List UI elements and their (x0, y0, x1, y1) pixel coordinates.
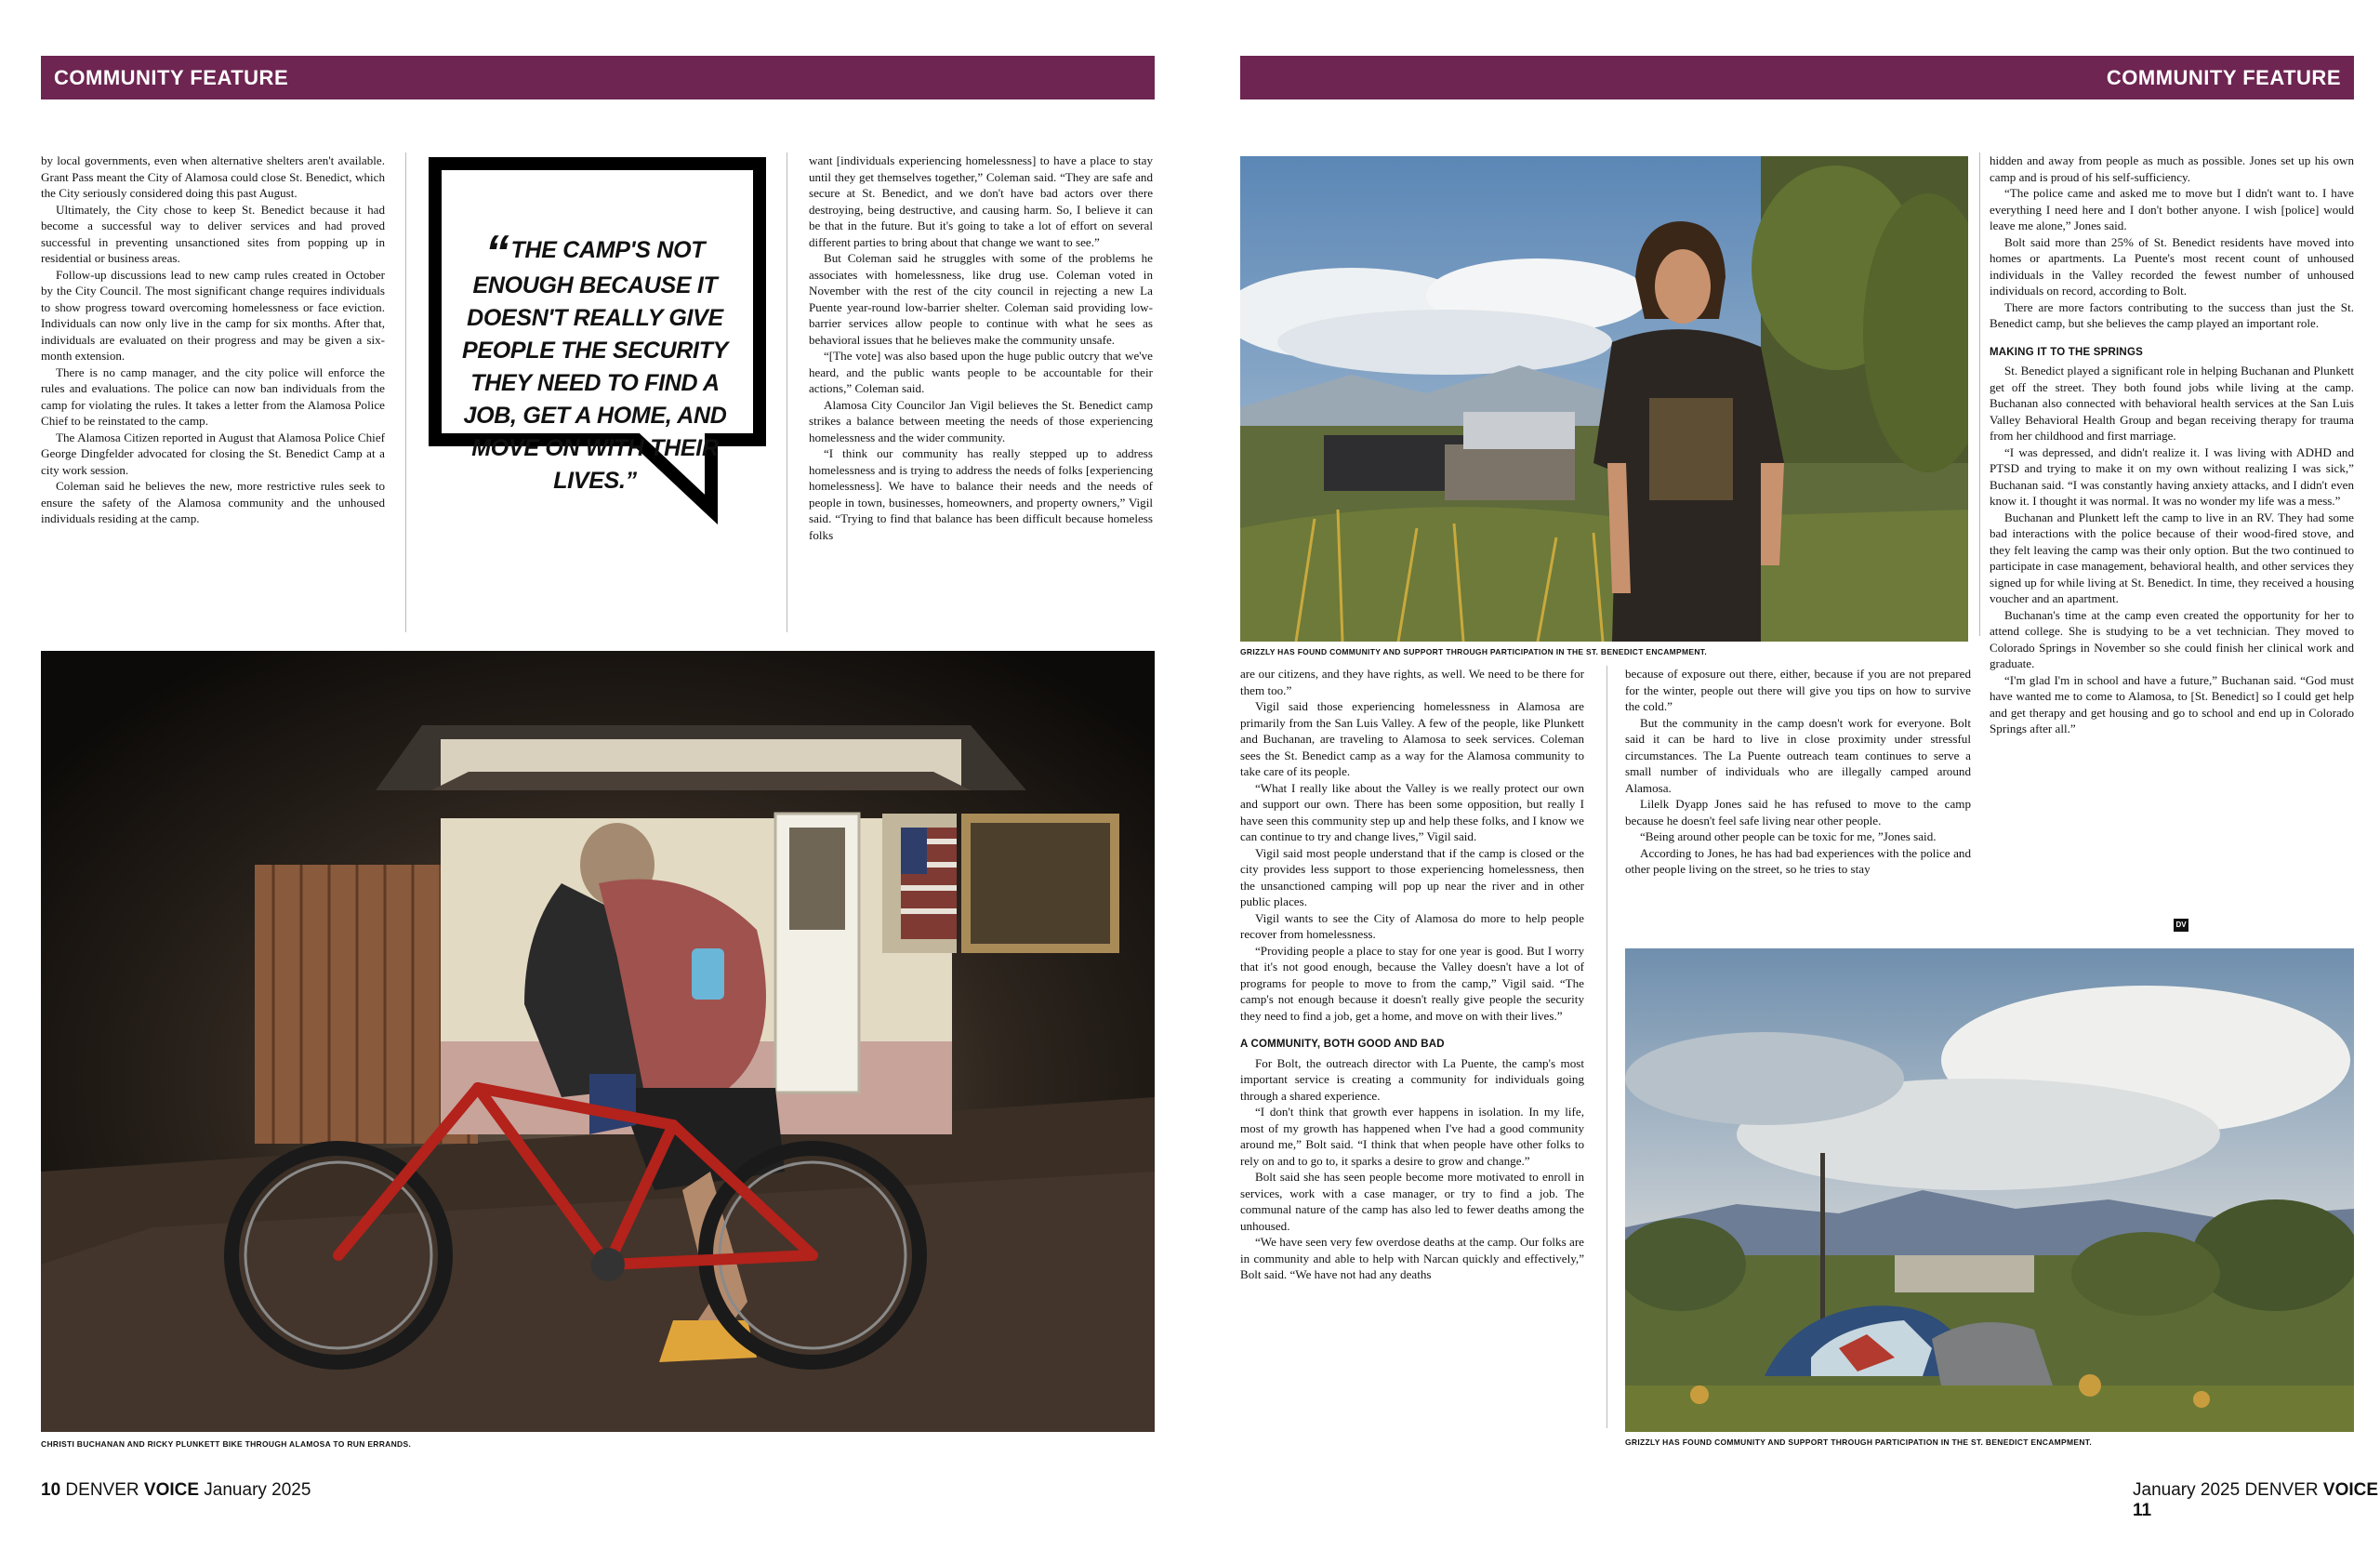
subheading: A COMMUNITY, BOTH GOOD AND BAD (1240, 1039, 1445, 1050)
paragraph: “The police came and asked me to move but I didn't want to. I have everything I need here and I don't bother anyone. I wish [police] would leave me alone,” Jones said. (1990, 186, 2354, 232)
bike-photo (41, 651, 1155, 1432)
paragraph: Ultimately, the City chose to keep St. Benedict because it had become a successful way to deliver services and had proved successful in preventing unsanctioned sites from popping up in residential or business areas. (41, 202, 385, 265)
paragraph: “I'm glad I'm in school and have a future,” Buchanan said. “God must have wanted me to come to Alamosa, to [St. Benedict] so I could get help and get therapy and get housing and go to school and end up in Colorado Springs after all.” (1990, 672, 2354, 735)
page-number: 11 (2133, 1501, 2152, 1520)
paragraph: But Coleman said he struggles with some of the problems he associates with homelessness, like drug use. Coleman voted in November with the rest of the city council in rejecting a new La Puente year-round low-barrier shelter. Coleman said providing low-barrier services allow people to continue with what he sees as behavioral issues that he believes make the community unsafe. (809, 251, 1153, 347)
folio-brand: DENVER (65, 1480, 139, 1500)
paragraph: because of exposure out there, either, because if you are not prepared for the winter, people out there will give you tips on how to survive the cold.” (1625, 667, 1971, 713)
photo-caption: CHRISTI BUCHANAN AND RICKY PLUNKETT BIKE THROUGH ALAMOSA TO RUN ERRANDS. (41, 1439, 412, 1449)
paragraph: But the community in the camp doesn't work for everyone. Bolt said it can be hard to live in close proximity under stressful circumstances. The La Puente outreach team continues to serve a small number of individuals who are illegally camped around Alamosa. (1625, 715, 1971, 795)
folio-brand: DENVER (2244, 1480, 2319, 1500)
paragraph: Buchanan's time at the camp even created the opportunity for her to attend college. She is studying to be a vet technician. They moved to Colorado Springs in November so she could finish her clinical work and graduate. (1990, 607, 2354, 670)
article-column-b (1625, 666, 1971, 878)
page-number: 10 (41, 1480, 61, 1500)
column-divider (1606, 666, 1607, 1428)
article-column-3 (809, 152, 1153, 543)
paragraph: Alamosa City Councilor Jan Vigil believes the St. Benedict camp strikes a balance between meeting the needs of those experiencing homelessness and the wider community. (809, 397, 1153, 444)
pull-quote (456, 226, 734, 497)
folio-right (2133, 1480, 2380, 1521)
pull-quote-mark: “ (484, 226, 509, 280)
folio-left (41, 1480, 311, 1501)
encampment-photo (1625, 948, 2354, 1432)
column-divider (1979, 152, 1980, 636)
paragraph: For Bolt, the outreach director with La Puente, the camp's most important service is creating a community for individuals going through a shared experience. (1240, 1055, 1584, 1103)
section-header-right (1240, 56, 2354, 99)
paragraph: The Alamosa Citizen reported in August that Alamosa Police Chief George Dingfelder advocated for closing the St. Benedict Camp at a city work session. (41, 430, 385, 477)
section-label: COMMUNITY FEATURE (54, 66, 289, 89)
paragraph: There are more factors contributing to the success than just the St. Benedict camp, but she believes the camp played an important role. (1990, 299, 2354, 330)
paragraph: Lilelk Dyapp Jones said he has refused to move to the camp because he doesn't feel safe living near other people. (1625, 797, 1971, 828)
paragraph: “We have seen very few overdose deaths at the camp. Our folks are in community and able to help with Narcan quickly and effectively,” Bolt said. “We have not had any deaths (1240, 1235, 1584, 1281)
end-mark-icon: DV (2174, 919, 2188, 932)
folio-date: January 2025 (2133, 1480, 2241, 1500)
folio-brand-bold: VOICE (143, 1480, 200, 1500)
column-divider (405, 152, 406, 632)
paragraph: Follow-up discussions lead to new camp rules created in October by the City Council. The most significant change requires individuals to show progress toward overcoming homelessness or face eviction. Individuals can now only live in the camp for six months. After that, individuals are evaluated on their progress and may be given a six-month extension. (41, 267, 385, 363)
paragraph: Vigil said most people understand that if the camp is closed or the city provides less support to those experiencing homelessness, then the unsanctioned camping will pop up near the river and in other public places. (1240, 845, 1584, 908)
section-label: COMMUNITY FEATURE (2106, 66, 2341, 89)
paragraph: by local governments, even when alternative shelters aren't available. Grant Pass meant the City of Alamosa could close St. Benedict, which the City seriously considered doing this past August. (41, 153, 385, 200)
paragraph: “I was depressed, and didn't realize it. I was living with ADHD and PTSD and trying to make it on my own without realizing I was sick,” Buchanan said. “I was constantly having anxiety attacks, and I didn't even know it. I thought it was normal. It was no wonder my life was a mess.” (1990, 444, 2354, 508)
paragraph: are our citizens, and they have rights, as well. We need to be there for them too.” (1240, 667, 1584, 697)
grizzly-photo (1240, 156, 1968, 642)
paragraph: hidden and away from people as much as possible. Jones set up his own camp and is proud of his self-sufficiency. (1990, 153, 2354, 184)
pull-quote-text: THE CAMP'S NOT ENOUGH BECAUSE IT DOESN'T REALLY GIVE PEOPLE THE SECURITY THEY NEED TO FIND A JOB, GET A HOME, AND MOVE ON WITH THEIR LIVES.” (461, 237, 728, 494)
paragraph: Coleman said he believes the new, more restrictive rules seek to ensure the safety of the Alamosa community and the unhoused individuals residing at the camp. (41, 479, 385, 525)
paragraph: “Providing people a place to stay for one year is good. But I worry that it's not good enough, because the Valley doesn't have a lot of programs for people to move to from the camp,” Vigil said. “The camp's not enough because it doesn't really give people the security they need to find a job, get a home, and move on with their lives.” (1240, 943, 1584, 1023)
paragraph: “I think our community has really stepped up to address homelessness and is trying to address the needs of folks [experiencing homelessness]. We have to balance their needs and the needs of people in town, businesses, homeowners, and property owners,” Vigil said. “Trying to find that balance has been difficult because homeless folks (809, 446, 1153, 542)
article-column-a (1240, 666, 1584, 1283)
folio-date: January 2025 (204, 1480, 311, 1500)
photo-caption: GRIZZLY HAS FOUND COMMUNITY AND SUPPORT THROUGH PARTICIPATION IN THE ST. BENEDICT ENCAMPMENT. (1625, 1437, 2093, 1447)
folio-brand-bold: VOICE (2322, 1480, 2379, 1500)
paragraph: “[The vote] was also based upon the huge public outcry that we've heard, and the public wants people to be accountable for their actions,” Coleman said. (809, 349, 1153, 395)
paragraph: Vigil wants to see the City of Alamosa do more to help people recover from homelessness. (1240, 910, 1584, 941)
paragraph: According to Jones, he has had bad experiences with the police and other people living on the street, so he tries to stay (1625, 845, 1971, 876)
paragraph: want [individuals experiencing homelessness] to have a place to stay until they get themselves together,” Coleman said. “They are safe and secure at St. Benedict, and we don't have bad actors over there destroying, being destructive, and causing harm. So, I believe it can be that in the future. But it's going to take a lot of effort on several different parties to bring about that change we want to see.” (809, 153, 1153, 249)
photo-caption: GRIZZLY HAS FOUND COMMUNITY AND SUPPORT THROUGH PARTICIPATION IN THE ST. BENEDICT ENCAMPMENT. (1240, 647, 1708, 656)
article-column-c (1990, 152, 2354, 737)
paragraph: St. Benedict played a significant role in helping Buchanan and Plunkett get off the street. They both found jobs while living at the camp. Buchanan also connected with behavioral health services at the San Luis Valley Behavioral Health Group and began receiving therapy for trauma from her childhood and first marriage. (1990, 364, 2354, 443)
paragraph: “Being around other people can be toxic for me, ”Jones said. (1640, 829, 1937, 843)
subheading: MAKING IT TO THE SPRINGS (1990, 346, 2143, 358)
paragraph: Vigil said those experiencing homelessness in Alamosa are primarily from the San Luis Valley. A few of the people, like Plunkett and Buchanan, are traveling to Alamosa to seek services. Coleman sees the St. Benedict camp as a way for the Alamosa community to take care of its people. (1240, 699, 1584, 778)
paragraph: There is no camp manager, and the city police will enforce the rules and evaluations. The police can now ban individuals from the camp for violating the rules. It takes a letter from the Alamosa Police Chief to be reinstated to the camp. (41, 364, 385, 428)
paragraph: Bolt said she has seen people become more motivated to enroll in services, work with a case manager, or try to find a job. The communal nature of the camp has also led to fewer deaths among the unhoused. (1240, 1170, 1584, 1233)
paragraph: Buchanan and Plunkett left the camp to live in an RV. They had some bad interactions with the police because of their wood-fired stove, and they felt leaving the camp was their only option. But the two continued to participate in case management, behavioral health, and other services they signed up for while living at St. Benedict. In time, they received a housing voucher and an apartment. (1990, 510, 2354, 605)
article-column-1 (41, 152, 385, 527)
section-header-left (41, 56, 1155, 99)
paragraph: “What I really like about the Valley is we really protect our own and support our own. There has been some opposition, but really I have seen this community step up and help these folks, and I know we can continue to try and change lives,” Vigil said. (1240, 780, 1584, 843)
paragraph: Bolt said more than 25% of St. Benedict residents have moved into homes or apartments. La Puente's most recent count of unhoused individuals in the Valley recorded the fewest number of unhoused individuals on record, according to Bolt. (1990, 234, 2354, 298)
paragraph: “I don't think that growth ever happens in isolation. In my life, most of my growth has happened when I've had a good community around me,” Bolt said. “I think that when people have other folks to rely on and to go to, it sparks a desire to grow and change.” (1240, 1105, 1584, 1168)
